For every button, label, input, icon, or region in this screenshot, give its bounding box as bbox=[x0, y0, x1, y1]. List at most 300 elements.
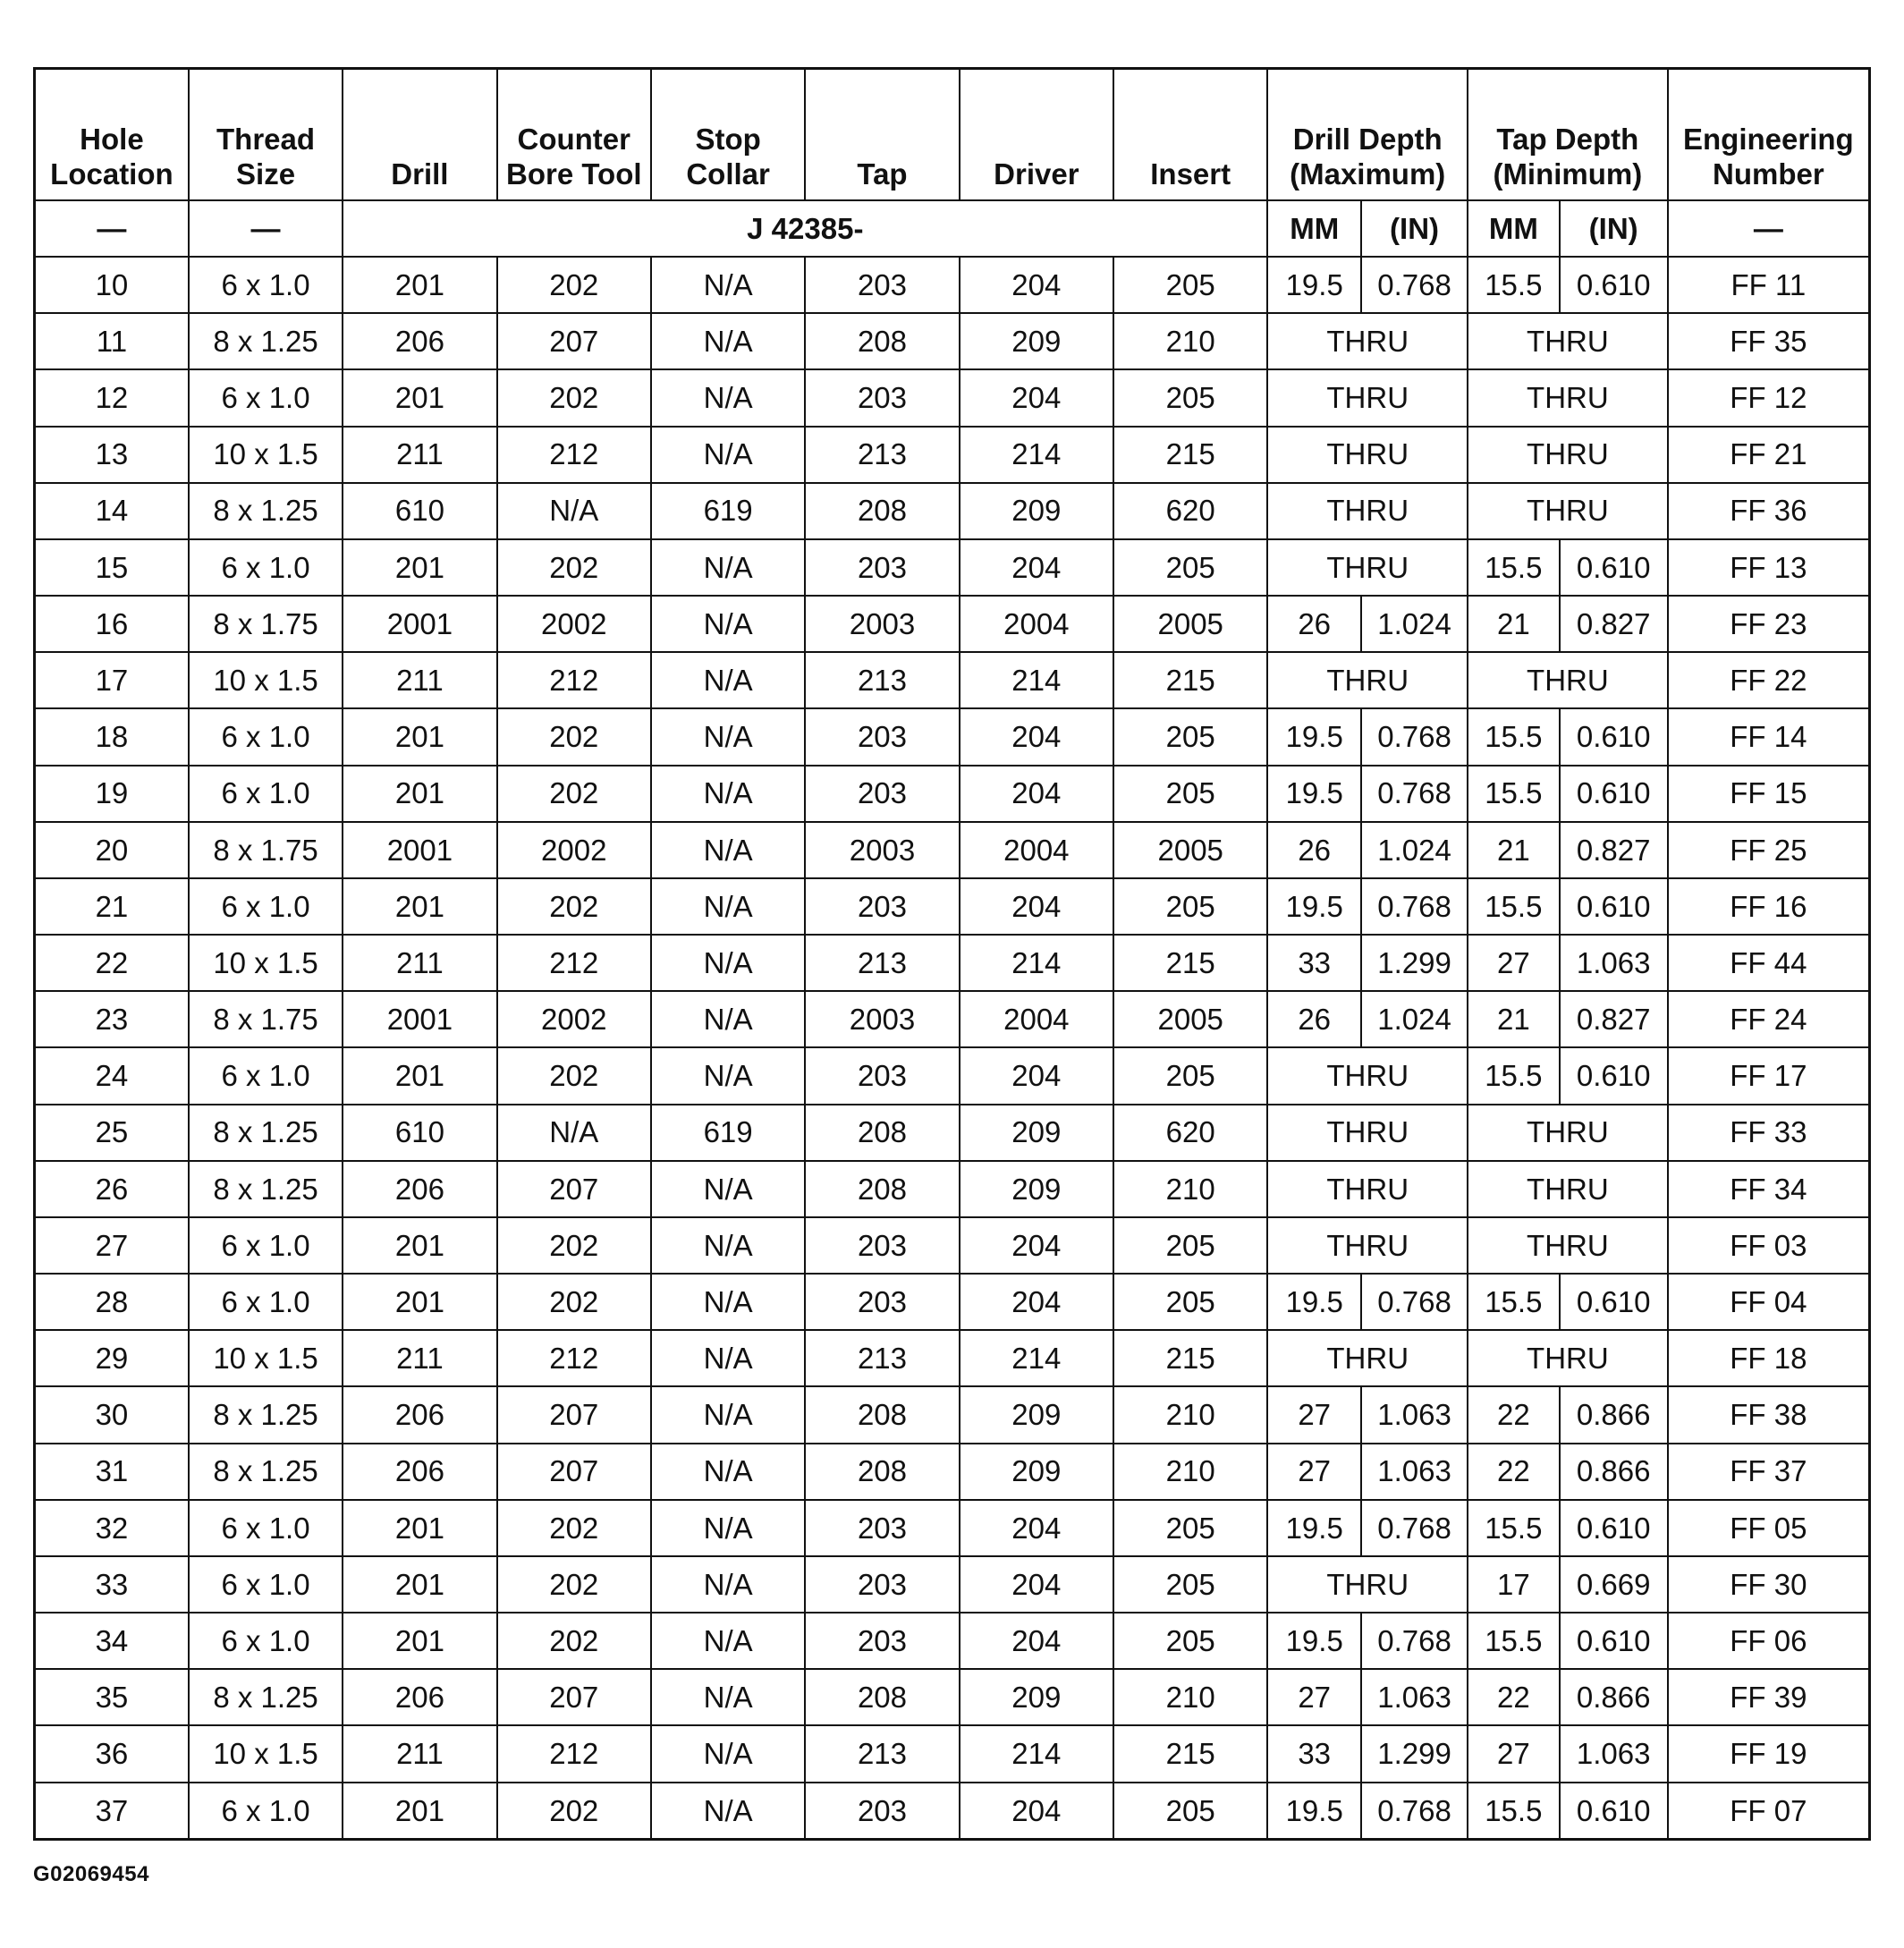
cell-drill-depth-in: 1.063 bbox=[1361, 1386, 1468, 1443]
cell-drill-depth-mm: 19.5 bbox=[1267, 1274, 1361, 1330]
cell-hole-location: 12 bbox=[35, 369, 189, 426]
cell-drill-depth-mm: 19.5 bbox=[1267, 1500, 1361, 1556]
cell-tap: 208 bbox=[805, 1105, 959, 1161]
cell-counter-bore-tool: 202 bbox=[497, 1613, 651, 1669]
cell-drill-depth-thru: THRU bbox=[1267, 313, 1468, 369]
cell-thread-size: 6 x 1.0 bbox=[189, 1047, 343, 1104]
cell-tap-depth-in: 0.866 bbox=[1560, 1386, 1668, 1443]
cell-tap-depth-thru: THRU bbox=[1468, 1330, 1668, 1386]
cell-tap: 203 bbox=[805, 1217, 959, 1274]
cell-driver: 209 bbox=[960, 483, 1113, 539]
cell-counter-bore-tool: 202 bbox=[497, 1500, 651, 1556]
cell-drill-depth-mm: 19.5 bbox=[1267, 878, 1361, 935]
cell-insert: 2005 bbox=[1113, 822, 1267, 878]
cell-thread-size: 10 x 1.5 bbox=[189, 427, 343, 483]
cell-drill: 2001 bbox=[343, 991, 496, 1047]
cell-tap-depth-thru: THRU bbox=[1468, 1217, 1668, 1274]
cell-insert: 215 bbox=[1113, 1725, 1267, 1782]
table-row bbox=[35, 369, 1870, 426]
cell-counter-bore-tool: 202 bbox=[497, 1047, 651, 1104]
cell-tap: 203 bbox=[805, 878, 959, 935]
cell-drill: 201 bbox=[343, 1274, 496, 1330]
cell-tap: 203 bbox=[805, 766, 959, 822]
cell-drill: 201 bbox=[343, 766, 496, 822]
cell-hole-location: 25 bbox=[35, 1105, 189, 1161]
cell-driver: 204 bbox=[960, 1217, 1113, 1274]
cell-insert: 215 bbox=[1113, 652, 1267, 708]
cell-hole-location: 13 bbox=[35, 427, 189, 483]
cell-tap-depth-mm: 15.5 bbox=[1468, 1047, 1560, 1104]
cell-tap: 2003 bbox=[805, 822, 959, 878]
cell-driver: 204 bbox=[960, 1274, 1113, 1330]
cell-drill: 201 bbox=[343, 257, 496, 313]
cell-drill-depth-thru: THRU bbox=[1267, 427, 1468, 483]
cell-counter-bore-tool: 202 bbox=[497, 1274, 651, 1330]
cell-counter-bore-tool: 207 bbox=[497, 1669, 651, 1725]
cell-stop-collar: N/A bbox=[651, 708, 805, 765]
cell-thread-size: 6 x 1.0 bbox=[189, 1274, 343, 1330]
cell-hole-location: 36 bbox=[35, 1725, 189, 1782]
cell-drill: 211 bbox=[343, 935, 496, 991]
cell-tap-depth-in: 0.610 bbox=[1560, 1500, 1668, 1556]
col-header-insert: Insert bbox=[1113, 69, 1267, 201]
cell-driver: 204 bbox=[960, 369, 1113, 426]
cell-counter-bore-tool: 212 bbox=[497, 427, 651, 483]
cell-hole-location: 17 bbox=[35, 652, 189, 708]
cell-tap-depth-mm: 15.5 bbox=[1468, 1274, 1560, 1330]
cell-tap: 203 bbox=[805, 257, 959, 313]
cell-driver: 204 bbox=[960, 878, 1113, 935]
cell-insert: 210 bbox=[1113, 1669, 1267, 1725]
cell-drill: 211 bbox=[343, 427, 496, 483]
cell-engineering-number: FF 07 bbox=[1668, 1783, 1870, 1840]
cell-thread-size: 6 x 1.0 bbox=[189, 369, 343, 426]
cell-stop-collar: N/A bbox=[651, 878, 805, 935]
cell-drill-depth-in: 0.768 bbox=[1361, 257, 1468, 313]
cell-tap-depth-in: 0.827 bbox=[1560, 991, 1668, 1047]
cell-hole-location: 31 bbox=[35, 1444, 189, 1500]
cell-thread-size: 6 x 1.0 bbox=[189, 1500, 343, 1556]
cell-drill-depth-thru: THRU bbox=[1267, 1330, 1468, 1386]
col-header-drill: Drill bbox=[343, 69, 496, 201]
cell-stop-collar: N/A bbox=[651, 427, 805, 483]
col-header-stop-collar: Stop Collar bbox=[651, 69, 805, 201]
cell-driver: 204 bbox=[960, 1556, 1113, 1613]
cell-hole-location: 23 bbox=[35, 991, 189, 1047]
cell-engineering-number: FF 18 bbox=[1668, 1330, 1870, 1386]
cell-engineering-number: FF 37 bbox=[1668, 1444, 1870, 1500]
cell-stop-collar: N/A bbox=[651, 991, 805, 1047]
cell-drill-depth-mm: 19.5 bbox=[1267, 257, 1361, 313]
cell-insert: 620 bbox=[1113, 483, 1267, 539]
cell-drill-depth-mm: 19.5 bbox=[1267, 1613, 1361, 1669]
cell-thread-size: 8 x 1.75 bbox=[189, 991, 343, 1047]
cell-thread-size: 8 x 1.25 bbox=[189, 1161, 343, 1217]
cell-counter-bore-tool: 202 bbox=[497, 708, 651, 765]
cell-hole-location: 14 bbox=[35, 483, 189, 539]
cell-tap: 213 bbox=[805, 935, 959, 991]
cell-thread-size: 10 x 1.5 bbox=[189, 1725, 343, 1782]
cell-counter-bore-tool: 212 bbox=[497, 652, 651, 708]
cell-drill: 201 bbox=[343, 1217, 496, 1274]
cell-hole-location: 21 bbox=[35, 878, 189, 935]
cell-engineering-number: FF 16 bbox=[1668, 878, 1870, 935]
cell-tap-depth-in: 0.866 bbox=[1560, 1669, 1668, 1725]
cell-stop-collar: N/A bbox=[651, 652, 805, 708]
cell-drill-depth-thru: THRU bbox=[1267, 539, 1468, 596]
cell-hole-location: 15 bbox=[35, 539, 189, 596]
table-row bbox=[35, 935, 1870, 991]
cell-thread-size: 8 x 1.25 bbox=[189, 1669, 343, 1725]
cell-tap-depth-mm: 15.5 bbox=[1468, 539, 1560, 596]
cell-counter-bore-tool: 2002 bbox=[497, 822, 651, 878]
subheader-drill-depth-mm: MM bbox=[1267, 200, 1361, 257]
cell-hole-location: 22 bbox=[35, 935, 189, 991]
cell-drill-depth-mm: 19.5 bbox=[1267, 1783, 1361, 1840]
cell-driver: 204 bbox=[960, 766, 1113, 822]
cell-driver: 204 bbox=[960, 1500, 1113, 1556]
cell-tap: 203 bbox=[805, 1783, 959, 1840]
cell-hole-location: 26 bbox=[35, 1161, 189, 1217]
cell-counter-bore-tool: 202 bbox=[497, 257, 651, 313]
cell-drill-depth-in: 0.768 bbox=[1361, 1500, 1468, 1556]
subheader-tool-prefix: J 42385- bbox=[343, 200, 1267, 257]
table-row bbox=[35, 822, 1870, 878]
cell-counter-bore-tool: N/A bbox=[497, 483, 651, 539]
cell-hole-location: 28 bbox=[35, 1274, 189, 1330]
cell-drill-depth-in: 1.063 bbox=[1361, 1669, 1468, 1725]
table-row bbox=[35, 766, 1870, 822]
col-header-hole-location: Hole Location bbox=[35, 69, 189, 201]
cell-drill-depth-thru: THRU bbox=[1267, 1047, 1468, 1104]
cell-thread-size: 8 x 1.75 bbox=[189, 822, 343, 878]
cell-counter-bore-tool: 212 bbox=[497, 935, 651, 991]
cell-thread-size: 6 x 1.0 bbox=[189, 1556, 343, 1613]
cell-drill-depth-thru: THRU bbox=[1267, 1556, 1468, 1613]
cell-drill: 206 bbox=[343, 1386, 496, 1443]
cell-tap: 208 bbox=[805, 313, 959, 369]
table-row bbox=[35, 483, 1870, 539]
cell-thread-size: 10 x 1.5 bbox=[189, 652, 343, 708]
cell-drill-depth-mm: 27 bbox=[1267, 1386, 1361, 1443]
table-row bbox=[35, 1330, 1870, 1386]
cell-stop-collar: N/A bbox=[651, 935, 805, 991]
cell-thread-size: 6 x 1.0 bbox=[189, 1613, 343, 1669]
cell-hole-location: 37 bbox=[35, 1783, 189, 1840]
cell-drill-depth-mm: 26 bbox=[1267, 822, 1361, 878]
cell-tap-depth-mm: 15.5 bbox=[1468, 766, 1560, 822]
cell-drill-depth-thru: THRU bbox=[1267, 1161, 1468, 1217]
cell-hole-location: 29 bbox=[35, 1330, 189, 1386]
cell-tap-depth-mm: 22 bbox=[1468, 1669, 1560, 1725]
table-row bbox=[35, 1783, 1870, 1840]
cell-tap-depth-mm: 15.5 bbox=[1468, 1613, 1560, 1669]
cell-insert: 210 bbox=[1113, 1444, 1267, 1500]
cell-insert: 210 bbox=[1113, 313, 1267, 369]
subheader-tap-depth-in: (IN) bbox=[1560, 200, 1668, 257]
cell-tap-depth-in: 1.063 bbox=[1560, 1725, 1668, 1782]
cell-drill-depth-mm: 26 bbox=[1267, 596, 1361, 652]
cell-stop-collar: N/A bbox=[651, 1613, 805, 1669]
col-header-counter-bore-tool: Counter Bore Tool bbox=[497, 69, 651, 201]
cell-tap-depth-in: 0.610 bbox=[1560, 1783, 1668, 1840]
cell-hole-location: 32 bbox=[35, 1500, 189, 1556]
cell-tap: 203 bbox=[805, 539, 959, 596]
cell-engineering-number: FF 04 bbox=[1668, 1274, 1870, 1330]
cell-drill: 201 bbox=[343, 1613, 496, 1669]
cell-counter-bore-tool: 212 bbox=[497, 1725, 651, 1782]
cell-stop-collar: N/A bbox=[651, 1161, 805, 1217]
cell-hole-location: 20 bbox=[35, 822, 189, 878]
cell-engineering-number: FF 17 bbox=[1668, 1047, 1870, 1104]
cell-engineering-number: FF 12 bbox=[1668, 369, 1870, 426]
cell-drill-depth-in: 1.299 bbox=[1361, 1725, 1468, 1782]
cell-tap-depth-in: 0.610 bbox=[1560, 257, 1668, 313]
cell-drill: 201 bbox=[343, 708, 496, 765]
cell-thread-size: 10 x 1.5 bbox=[189, 1330, 343, 1386]
cell-tap-depth-in: 0.610 bbox=[1560, 1274, 1668, 1330]
table-row bbox=[35, 991, 1870, 1047]
table-row bbox=[35, 313, 1870, 369]
cell-thread-size: 6 x 1.0 bbox=[189, 1217, 343, 1274]
table-row bbox=[35, 878, 1870, 935]
cell-stop-collar: N/A bbox=[651, 1047, 805, 1104]
cell-insert: 205 bbox=[1113, 1217, 1267, 1274]
cell-stop-collar: N/A bbox=[651, 1725, 805, 1782]
col-header-tap: Tap bbox=[805, 69, 959, 201]
cell-insert: 205 bbox=[1113, 1613, 1267, 1669]
cell-tap: 2003 bbox=[805, 991, 959, 1047]
cell-drill: 206 bbox=[343, 1669, 496, 1725]
cell-thread-size: 6 x 1.0 bbox=[189, 766, 343, 822]
cell-engineering-number: FF 05 bbox=[1668, 1500, 1870, 1556]
cell-driver: 204 bbox=[960, 1613, 1113, 1669]
cell-engineering-number: FF 13 bbox=[1668, 539, 1870, 596]
cell-drill: 610 bbox=[343, 1105, 496, 1161]
cell-tap: 203 bbox=[805, 369, 959, 426]
cell-insert: 2005 bbox=[1113, 596, 1267, 652]
cell-stop-collar: N/A bbox=[651, 596, 805, 652]
cell-stop-collar: N/A bbox=[651, 313, 805, 369]
cell-tap: 213 bbox=[805, 427, 959, 483]
cell-tap-depth-in: 0.610 bbox=[1560, 1047, 1668, 1104]
cell-engineering-number: FF 36 bbox=[1668, 483, 1870, 539]
cell-stop-collar: N/A bbox=[651, 1386, 805, 1443]
cell-drill: 2001 bbox=[343, 822, 496, 878]
cell-driver: 204 bbox=[960, 257, 1113, 313]
cell-tap: 203 bbox=[805, 1500, 959, 1556]
cell-tap-depth-mm: 21 bbox=[1468, 991, 1560, 1047]
cell-tap: 208 bbox=[805, 483, 959, 539]
cell-engineering-number: FF 23 bbox=[1668, 596, 1870, 652]
col-header-drill-depth: Drill Depth (Maximum) bbox=[1267, 69, 1468, 201]
cell-drill-depth-thru: THRU bbox=[1267, 652, 1468, 708]
cell-insert: 210 bbox=[1113, 1386, 1267, 1443]
cell-driver: 214 bbox=[960, 1330, 1113, 1386]
table-row bbox=[35, 1725, 1870, 1782]
cell-driver: 204 bbox=[960, 1047, 1113, 1104]
cell-engineering-number: FF 44 bbox=[1668, 935, 1870, 991]
cell-insert: 620 bbox=[1113, 1105, 1267, 1161]
cell-tap: 203 bbox=[805, 1047, 959, 1104]
cell-engineering-number: FF 35 bbox=[1668, 313, 1870, 369]
cell-driver: 214 bbox=[960, 427, 1113, 483]
table-row bbox=[35, 708, 1870, 765]
cell-drill-depth-mm: 19.5 bbox=[1267, 766, 1361, 822]
cell-hole-location: 30 bbox=[35, 1386, 189, 1443]
cell-driver: 209 bbox=[960, 1669, 1113, 1725]
col-header-engineering-number: Engineering Number bbox=[1668, 69, 1870, 201]
cell-stop-collar: N/A bbox=[651, 1500, 805, 1556]
cell-engineering-number: FF 38 bbox=[1668, 1386, 1870, 1443]
table-row bbox=[35, 539, 1870, 596]
cell-insert: 210 bbox=[1113, 1161, 1267, 1217]
cell-hole-location: 24 bbox=[35, 1047, 189, 1104]
cell-counter-bore-tool: 207 bbox=[497, 1161, 651, 1217]
cell-engineering-number: FF 25 bbox=[1668, 822, 1870, 878]
cell-driver: 2004 bbox=[960, 991, 1113, 1047]
cell-drill-depth-thru: THRU bbox=[1267, 369, 1468, 426]
cell-tap-depth-in: 0.610 bbox=[1560, 539, 1668, 596]
subheader-thread-size: — bbox=[189, 200, 343, 257]
cell-stop-collar: 619 bbox=[651, 1105, 805, 1161]
cell-tap-depth-in: 0.610 bbox=[1560, 878, 1668, 935]
cell-tap-depth-mm: 27 bbox=[1468, 935, 1560, 991]
cell-tap-depth-mm: 15.5 bbox=[1468, 1500, 1560, 1556]
table-row bbox=[35, 596, 1870, 652]
table-body bbox=[35, 257, 1870, 1840]
cell-thread-size: 8 x 1.25 bbox=[189, 313, 343, 369]
cell-tap-depth-in: 0.827 bbox=[1560, 822, 1668, 878]
cell-tap-depth-in: 0.610 bbox=[1560, 1613, 1668, 1669]
cell-drill-depth-mm: 33 bbox=[1267, 935, 1361, 991]
table-row bbox=[35, 1556, 1870, 1613]
subheader-tap-depth-mm: MM bbox=[1468, 200, 1560, 257]
cell-tap-depth-mm: 22 bbox=[1468, 1444, 1560, 1500]
cell-stop-collar: N/A bbox=[651, 369, 805, 426]
cell-tap-depth-mm: 15.5 bbox=[1468, 1783, 1560, 1840]
cell-counter-bore-tool: 207 bbox=[497, 1444, 651, 1500]
table-row bbox=[35, 427, 1870, 483]
cell-drill-depth-in: 0.768 bbox=[1361, 708, 1468, 765]
cell-drill: 201 bbox=[343, 1500, 496, 1556]
cell-counter-bore-tool: 202 bbox=[497, 1217, 651, 1274]
cell-hole-location: 27 bbox=[35, 1217, 189, 1274]
table-row bbox=[35, 1613, 1870, 1669]
cell-stop-collar: N/A bbox=[651, 539, 805, 596]
table-row bbox=[35, 1386, 1870, 1443]
cell-insert: 205 bbox=[1113, 1274, 1267, 1330]
cell-drill: 201 bbox=[343, 878, 496, 935]
cell-hole-location: 11 bbox=[35, 313, 189, 369]
cell-drill-depth-in: 1.299 bbox=[1361, 935, 1468, 991]
table-row bbox=[35, 1161, 1870, 1217]
cell-thread-size: 8 x 1.25 bbox=[189, 1105, 343, 1161]
cell-tap-depth-mm: 15.5 bbox=[1468, 708, 1560, 765]
cell-thread-size: 6 x 1.0 bbox=[189, 878, 343, 935]
cell-tap: 208 bbox=[805, 1386, 959, 1443]
cell-tap-depth-in: 0.866 bbox=[1560, 1444, 1668, 1500]
cell-thread-size: 8 x 1.75 bbox=[189, 596, 343, 652]
cell-drill-depth-mm: 27 bbox=[1267, 1444, 1361, 1500]
cell-engineering-number: FF 34 bbox=[1668, 1161, 1870, 1217]
table-row bbox=[35, 652, 1870, 708]
cell-stop-collar: N/A bbox=[651, 1783, 805, 1840]
cell-engineering-number: FF 33 bbox=[1668, 1105, 1870, 1161]
cell-driver: 209 bbox=[960, 1105, 1113, 1161]
cell-stop-collar: N/A bbox=[651, 822, 805, 878]
cell-driver: 214 bbox=[960, 935, 1113, 991]
cell-drill: 610 bbox=[343, 483, 496, 539]
cell-drill-depth-in: 0.768 bbox=[1361, 766, 1468, 822]
table-row bbox=[35, 1274, 1870, 1330]
cell-drill-depth-mm: 27 bbox=[1267, 1669, 1361, 1725]
table-row bbox=[35, 1047, 1870, 1104]
cell-tap-depth-thru: THRU bbox=[1468, 313, 1668, 369]
cell-tap-depth-mm: 17 bbox=[1468, 1556, 1560, 1613]
subheader-drill-depth-in: (IN) bbox=[1361, 200, 1468, 257]
cell-tap-depth-mm: 27 bbox=[1468, 1725, 1560, 1782]
cell-counter-bore-tool: 202 bbox=[497, 539, 651, 596]
cell-tap-depth-thru: THRU bbox=[1468, 1161, 1668, 1217]
cell-drill-depth-mm: 33 bbox=[1267, 1725, 1361, 1782]
thread-repair-table bbox=[33, 67, 1871, 1841]
cell-thread-size: 8 x 1.25 bbox=[189, 483, 343, 539]
cell-drill-depth-in: 0.768 bbox=[1361, 878, 1468, 935]
cell-tap: 203 bbox=[805, 708, 959, 765]
cell-tap: 203 bbox=[805, 1613, 959, 1669]
cell-tap-depth-mm: 15.5 bbox=[1468, 257, 1560, 313]
cell-stop-collar: N/A bbox=[651, 257, 805, 313]
cell-thread-size: 6 x 1.0 bbox=[189, 708, 343, 765]
cell-insert: 215 bbox=[1113, 1330, 1267, 1386]
cell-drill-depth-in: 1.024 bbox=[1361, 822, 1468, 878]
cell-hole-location: 19 bbox=[35, 766, 189, 822]
cell-thread-size: 8 x 1.25 bbox=[189, 1386, 343, 1443]
table-row bbox=[35, 1500, 1870, 1556]
table-row bbox=[35, 1105, 1870, 1161]
cell-stop-collar: N/A bbox=[651, 1274, 805, 1330]
cell-tap-depth-in: 1.063 bbox=[1560, 935, 1668, 991]
cell-drill-depth-in: 1.024 bbox=[1361, 991, 1468, 1047]
cell-driver: 214 bbox=[960, 652, 1113, 708]
cell-engineering-number: FF 39 bbox=[1668, 1669, 1870, 1725]
cell-engineering-number: FF 24 bbox=[1668, 991, 1870, 1047]
cell-insert: 2005 bbox=[1113, 991, 1267, 1047]
cell-insert: 205 bbox=[1113, 1500, 1267, 1556]
cell-counter-bore-tool: N/A bbox=[497, 1105, 651, 1161]
cell-drill: 206 bbox=[343, 313, 496, 369]
cell-driver: 2004 bbox=[960, 822, 1113, 878]
cell-insert: 205 bbox=[1113, 369, 1267, 426]
cell-stop-collar: N/A bbox=[651, 1217, 805, 1274]
cell-tap: 213 bbox=[805, 1725, 959, 1782]
thread-repair-table-sheet bbox=[33, 67, 1871, 1841]
cell-counter-bore-tool: 202 bbox=[497, 1556, 651, 1613]
cell-engineering-number: FF 21 bbox=[1668, 427, 1870, 483]
cell-tap: 2003 bbox=[805, 596, 959, 652]
cell-driver: 209 bbox=[960, 1386, 1113, 1443]
cell-driver: 209 bbox=[960, 1161, 1113, 1217]
cell-insert: 205 bbox=[1113, 1047, 1267, 1104]
cell-hole-location: 34 bbox=[35, 1613, 189, 1669]
table-row bbox=[35, 1444, 1870, 1500]
cell-insert: 205 bbox=[1113, 878, 1267, 935]
cell-tap-depth-in: 0.827 bbox=[1560, 596, 1668, 652]
cell-insert: 205 bbox=[1113, 1556, 1267, 1613]
cell-hole-location: 10 bbox=[35, 257, 189, 313]
cell-engineering-number: FF 19 bbox=[1668, 1725, 1870, 1782]
